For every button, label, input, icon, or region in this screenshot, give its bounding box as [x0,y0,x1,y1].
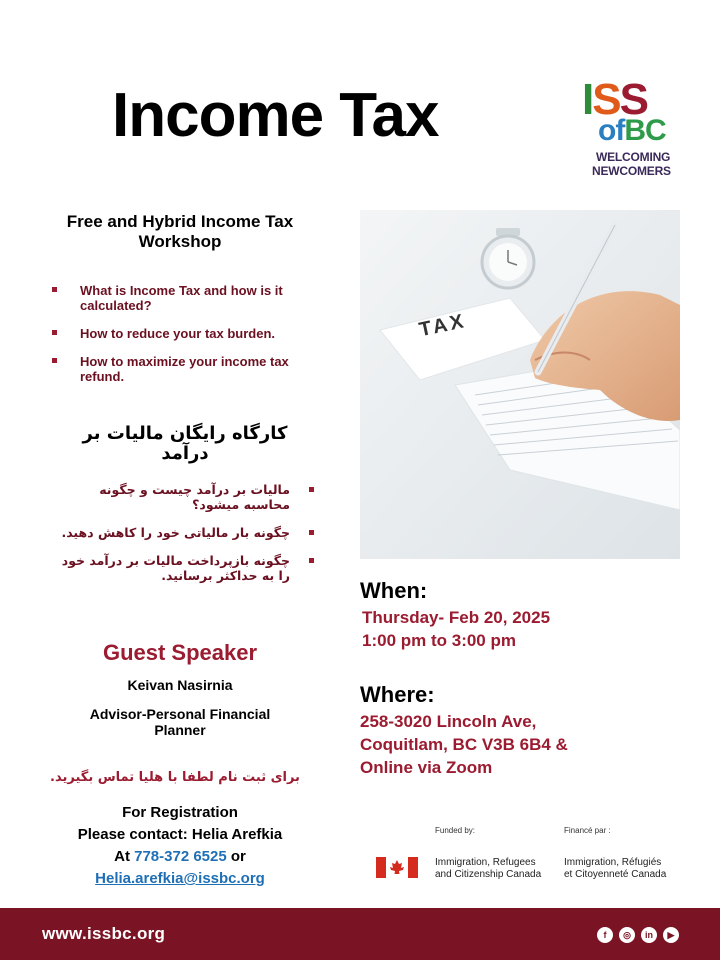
bullet-icon [309,487,314,492]
funded-by-label: Funded by: [435,826,476,835]
bullet-icon [52,358,57,363]
guest-speaker-heading: Guest Speaker [102,640,258,665]
list-item: مالیات بر درآمد چیست و چگونه محاسبه میشود؟ [60,482,320,512]
tax-form-photo [360,210,680,559]
list-item: What is Income Tax and how is it calculated? [50,283,320,313]
linkedin-icon[interactable]: in [641,927,657,943]
bullet-icon [52,287,57,292]
english-topics-list [50,283,320,397]
workshop-title: Free and Hybrid Income Tax Workshop [66,212,294,251]
canada-flag-icon [376,857,418,878]
where-label: Where: [360,682,435,707]
event-time: 1:00 pm to 3:00 pm [362,631,516,650]
email-link[interactable]: Helia.arefkia@issbc.org [95,870,265,887]
svg-text:TAX: TAX [417,309,469,342]
bullet-icon [52,330,57,335]
bullet-icon [309,558,314,563]
iss-of-bc-logo: ISS ofBC WELCOMING NEWCOMERS [582,75,671,178]
bullet-icon [309,530,314,535]
logo-tagline-1: WELCOMING [596,150,671,164]
guest-speaker-name: Keivan Nasirnia [127,677,233,693]
registration-heading: For Registration [122,804,238,821]
persian-workshop-title: کارگاه رایگان مالیات بر درآمد [82,423,288,464]
guest-speaker-role: Advisor-Personal Financial Planner [89,706,271,738]
event-date: Thursday- Feb 20, 2025 [362,608,551,627]
when-label: When: [360,578,428,603]
page-title: Income Tax [112,81,439,150]
phone-number-link[interactable]: 778-372 6525 [134,848,227,865]
list-item: How to maximize your income tax refund. [50,354,320,384]
persian-topics-list [60,482,320,596]
youtube-icon[interactable]: ▶ [663,927,679,943]
list-item: چگونه بار مالیاتی خود را کاهش دهید. [60,525,320,540]
website-link[interactable]: www.issbc.org [42,924,166,943]
finance-par-label: Financé par : [564,826,611,835]
event-address: 258-3020 Lincoln Ave, Coquitlam, BC V3B 6B4 & Online via Zoom [360,712,568,777]
logo-tagline-2: NEWCOMERS [592,164,671,178]
list-item: چگونه بازپرداخت مالیات بر درآمد خود را به حداکثر برسانید. [60,553,320,583]
ircc-name-english: Immigration, Refugees and Citizenship Canada [435,857,542,880]
persian-registration-note: برای ثبت نام لطفا با هلیا تماس بگیرید. [50,770,300,785]
facebook-icon[interactable]: f [597,927,613,943]
registration-contact: Please contact: Helia Arefkia [77,826,283,843]
ircc-name-french: Immigration, Réfugiés et Citoyenneté Canada [564,857,667,880]
list-item: How to reduce your tax burden. [50,326,320,341]
registration-block: For Registration Please contact: Helia Arefkia At 778-372 6525 or Helia.arefkia@issbc.org [40,802,320,890]
instagram-icon[interactable]: ◎ [619,927,635,943]
